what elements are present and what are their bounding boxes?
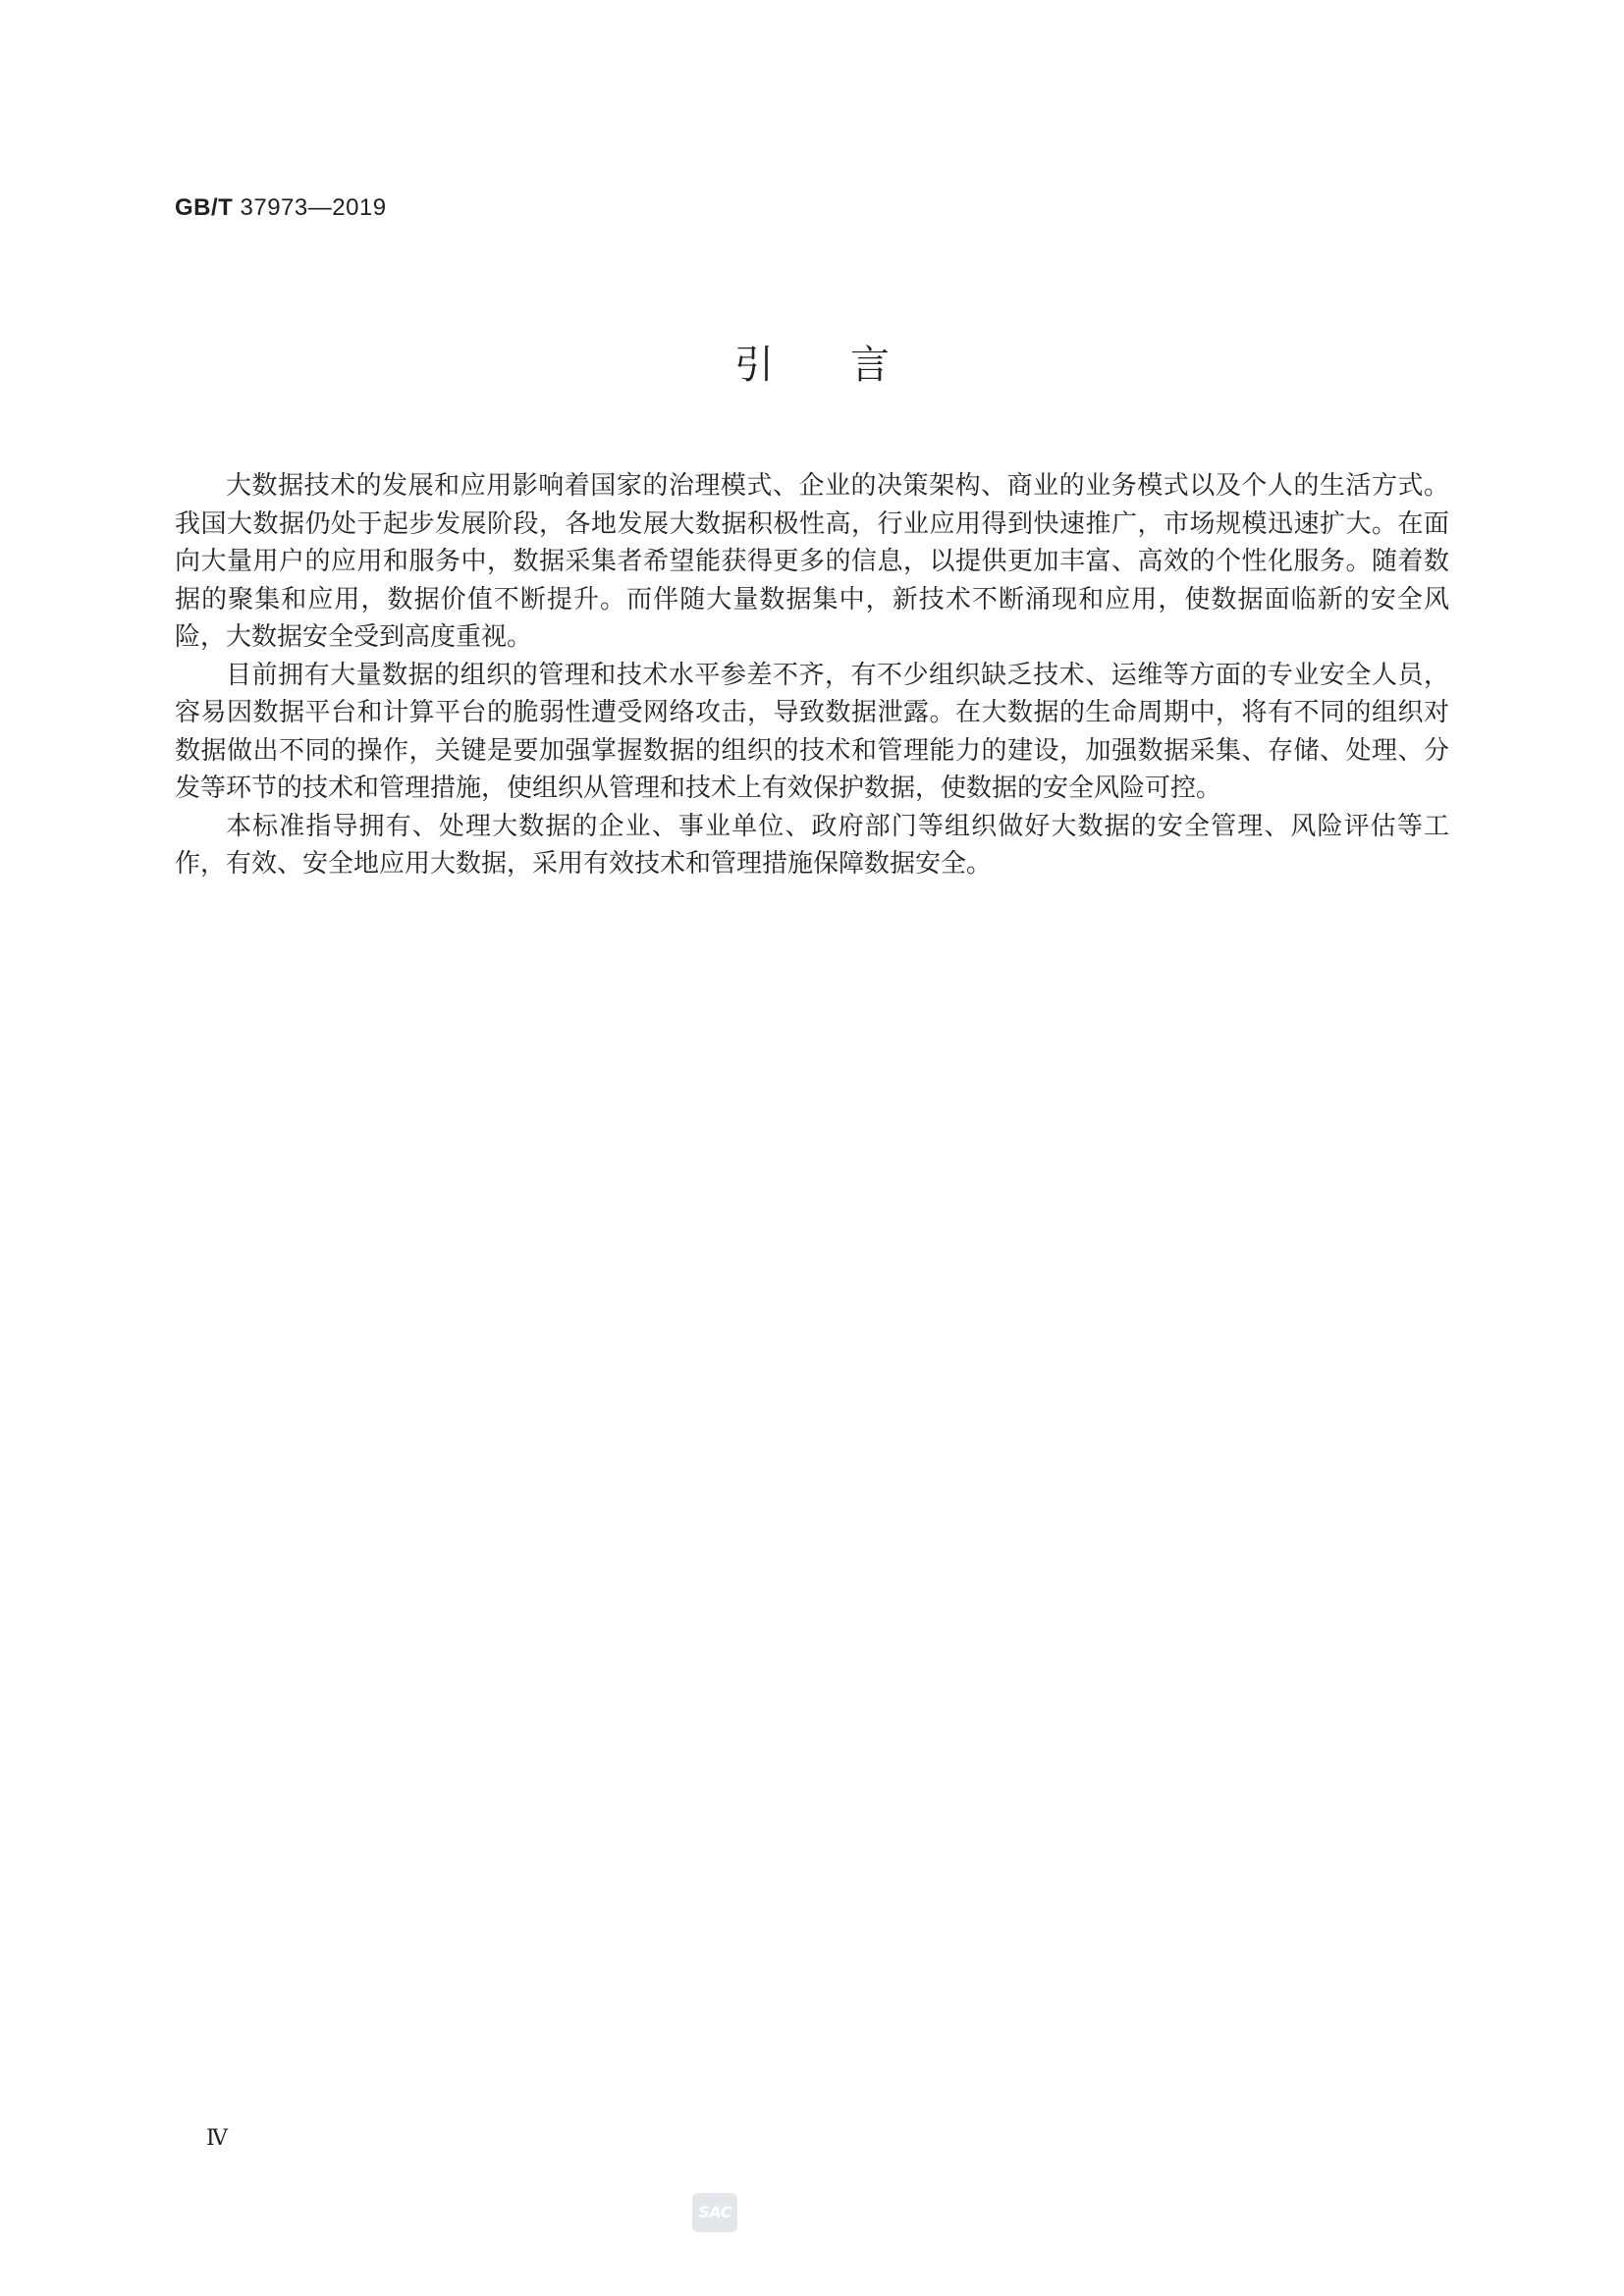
paragraph-1: 大数据技术的发展和应用影响着国家的治理模式、企业的决策架构、商业的业务模式以及个人的生活方式。我国大数据仍处于起步发展阶段，各地发展大数据积极性高，行业应用得到快速推广，市场规模迅速扩大。在面向大量用户的应用和服务中，数据采集者希望能获得更多的信息，以提供更加丰富、高效的个性化服务。随着数据的聚集和应用，数据价值不断提升。而伴随大量数据集中，新技术不断涌现和应用，使数据面临新的安全风险，大数据安全受到高度重视。 [175,471,1449,652]
standard-prefix: GB/T [175,194,234,221]
sac-watermark-logo: SAC [692,2193,737,2232]
introduction-body [175,467,1449,883]
page-number: Ⅳ [206,2126,228,2151]
paragraph-3: 本标准指导拥有、处理大数据的企业、事业单位、政府部门等组织做好大数据的安全管理、风险评估等工作，有效、安全地应用大数据，采用有效技术和管理措施保障数据安全。 [175,811,1449,879]
standard-number: 37973—2019 [240,194,387,221]
section-title: 引言 [734,343,966,388]
paragraph-2: 目前拥有大量数据的组织的管理和技术水平参差不齐，有不少组织缺乏技术、运维等方面的专业安全人员，容易因数据平台和计算平台的脆弱性遭受网络攻击，导致数据泄露。在大数据的生命周期中，将有不同的组织对数据做出不同的操作，关键是要加强掌握数据的组织的技术和管理能力的建设，加强数据采集、存储、处理、分发等环节的技术和管理措施，使组织从管理和技术上有效保护数据，使数据的安全风险可控。 [175,660,1449,803]
standard-code [175,194,387,222]
